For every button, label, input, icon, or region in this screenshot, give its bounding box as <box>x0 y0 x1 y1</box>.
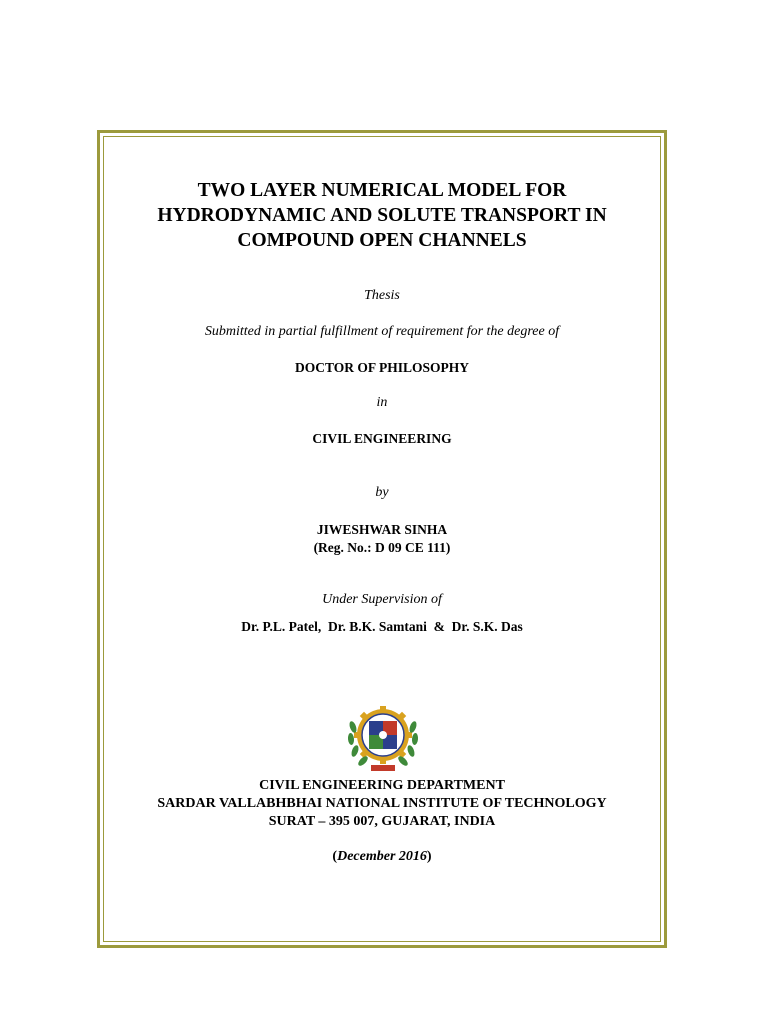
institute-emblem-icon <box>343 697 423 777</box>
department-name: CIVIL ENGINEERING DEPARTMENT <box>259 778 505 793</box>
submission-date <box>103 848 661 866</box>
ampersand: & <box>433 619 445 634</box>
submission-note: Submitted in partial fulfillment of requirement for the degree of <box>204 324 560 339</box>
discipline-name: CIVIL ENGINEERING <box>312 431 452 446</box>
date-open-paren: ( <box>332 849 338 864</box>
document-type: Thesis <box>364 288 400 303</box>
supervisor-3: Dr. S.K. Das <box>451 619 523 634</box>
supervisor-2: Dr. B.K. Samtani <box>327 619 427 634</box>
supervision-label: Under Supervision of <box>322 592 442 607</box>
institution-address: SURAT – 395 007, GUJARAT, INDIA <box>268 814 496 829</box>
institution-name: SARDAR VALLABHBHAI NATIONAL INSTITUTE OF TECHNOLOGY <box>157 796 607 811</box>
in-word: in <box>376 395 388 410</box>
date-close-paren: ) <box>426 849 432 864</box>
supervisors <box>103 619 661 635</box>
thesis-title-line-2: HYDRODYNAMIC AND SOLUTE TRANSPORT IN <box>157 205 607 226</box>
emblem-shield <box>369 721 397 749</box>
emblem-ribbon <box>371 765 395 771</box>
degree-name: DOCTOR OF PHILOSOPHY <box>294 360 470 375</box>
author-reg-no: (Reg. No.: D 09 CE 111) <box>313 540 451 555</box>
by-word: by <box>375 485 389 500</box>
thesis-title-line-3: COMPOUND OPEN CHANNELS <box>237 230 527 251</box>
date-text: December 2016 <box>337 849 427 864</box>
supervisor-1: Dr. P.L. Patel, <box>241 619 322 634</box>
author-name: JIWESHWAR SINHA <box>316 522 448 537</box>
thesis-title-line-1: TWO LAYER NUMERICAL MODEL FOR <box>197 180 567 201</box>
